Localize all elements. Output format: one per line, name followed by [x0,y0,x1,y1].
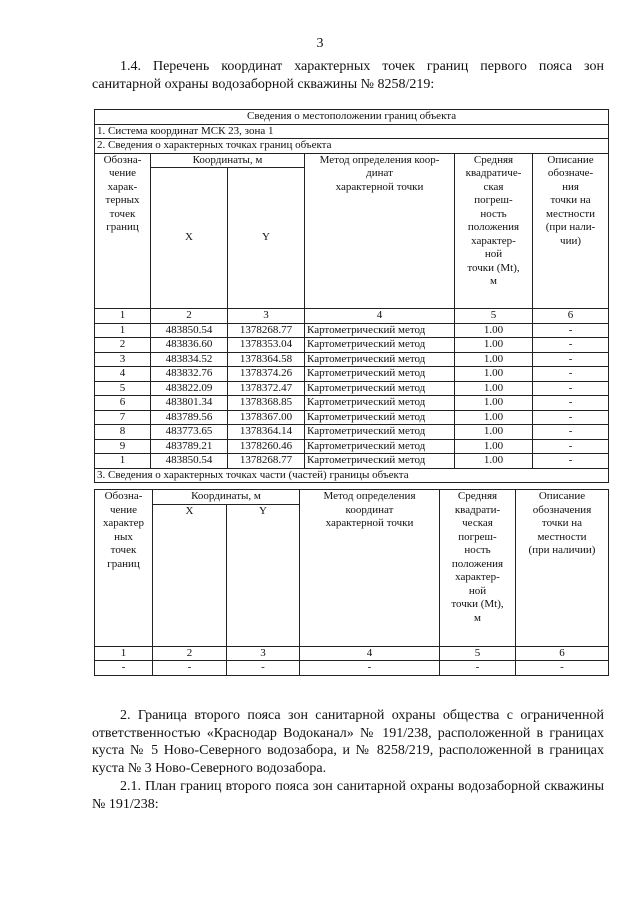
header-x: X [153,504,227,646]
point-id: 4 [95,367,151,382]
description: - [533,396,609,411]
description: - [533,439,609,454]
column-number: 6 [533,309,609,324]
coord-x: 483834.52 [151,352,228,367]
coord-x: 483822.09 [151,381,228,396]
table-row [95,661,609,676]
method: Картометрический метод [305,381,455,396]
header-method: Метод определения коор- динат характерной точки [305,153,455,309]
table-row [95,439,609,454]
description: - [533,352,609,367]
coord-x: 483773.65 [151,425,228,440]
accuracy: 1.00 [455,396,533,411]
coord-y: 1378364.58 [228,352,305,367]
table-row [95,454,609,469]
column-number-row [95,646,609,661]
coord-x: 483836.60 [151,338,228,353]
column-number: 3 [227,646,300,661]
coord-y: 1378374.26 [228,367,305,382]
column-number: 4 [305,309,455,324]
coord-y: 1378364.14 [228,425,305,440]
coord-y: 1378368.85 [228,396,305,411]
header-accuracy: Средняя квадратиче- ская погреш- ность положения характер- ной точки (Mt), м [455,153,533,309]
header-coordinates: Координаты, м [153,490,300,505]
point-id: 5 [95,381,151,396]
column-number: 1 [95,309,151,324]
section-1-4-heading: 1.4. Перечень координат характерных точек границ первого пояса зон санитарной охраны водозаборной скважины № 8258/219: [92,59,604,92]
method: Картометрический метод [305,352,455,367]
table-row [95,381,609,396]
method: Картометрический метод [305,439,455,454]
coord-y: 1378260.46 [228,439,305,454]
point-id: 1 [95,323,151,338]
point-id: 1 [95,454,151,469]
method: Картометрический метод [305,367,455,382]
point-id: 8 [95,425,151,440]
empty-value: - [516,661,609,676]
coord-y: 1378353.04 [228,338,305,353]
column-number: 2 [151,309,228,324]
table-row [95,367,609,382]
column-number: 3 [228,309,305,324]
column-number: 5 [440,646,516,661]
part-points-info-row: 3. Сведения о характерных точках части (частей) границы объекта [95,468,609,483]
accuracy: 1.00 [455,367,533,382]
point-id: 6 [95,396,151,411]
accuracy: 1.00 [455,439,533,454]
method: Картометрический метод [305,338,455,353]
header-description: Описание обозначения точки на местности (при наличии) [516,490,609,647]
header-x: X [151,168,228,309]
table-row [95,425,609,440]
coord-y: 1378372.47 [228,381,305,396]
table-caption: Сведения о местоположении границ объекта [95,110,609,125]
accuracy: 1.00 [455,323,533,338]
column-number: 1 [95,646,153,661]
method: Картометрический метод [305,425,455,440]
empty-value: - [153,661,227,676]
coord-x: 483850.54 [151,454,228,469]
point-id: 2 [95,338,151,353]
section-2-1-paragraph: 2.1. План границ второго пояса зон санитарной охраны водозаборной скважины № 191/238: [92,779,604,812]
coord-y: 1378367.00 [228,410,305,425]
coord-x: 483801.34 [151,396,228,411]
column-number: 2 [153,646,227,661]
header-coordinates: Координаты, м [151,153,305,168]
column-number: 4 [300,646,440,661]
point-id: 9 [95,439,151,454]
accuracy: 1.00 [455,381,533,396]
description: - [533,410,609,425]
description: - [533,338,609,353]
header-description: Описание обозначе- ния точки на местности (при нали- чии) [533,153,609,309]
point-id: 7 [95,410,151,425]
method: Картометрический метод [305,454,455,469]
coord-x: 483832.76 [151,367,228,382]
empty-value: - [227,661,300,676]
points-body [95,323,609,468]
table-row [95,352,609,367]
table-row [95,396,609,411]
table-row [95,338,609,353]
column-number: 5 [455,309,533,324]
point-id: 3 [95,352,151,367]
description: - [533,425,609,440]
description: - [533,381,609,396]
header-y: Y [228,168,305,309]
method: Картометрический метод [305,410,455,425]
empty-value: - [440,661,516,676]
table-row [95,323,609,338]
empty-value: - [300,661,440,676]
accuracy: 1.00 [455,410,533,425]
accuracy: 1.00 [455,454,533,469]
header-accuracy: Средняя квадрати- ческая погреш- ность положения характер- ной точки (Mt), м [440,490,516,647]
page-number: 3 [316,36,324,51]
column-number: 6 [516,646,609,661]
header-point-designation: Обозна- чение характер ных точек границ [95,490,153,647]
description: - [533,454,609,469]
section-2-paragraph: 2. Граница второго пояса зон санитарной охраны общества с ограниченной ответственностью «Краснодар Водоканал» № 191/238, расположенной в границах куста № 5 Ново-Северного водозабора, и № 8258/219, расположенной в границах куста № 3 Ново-Северного водозабора. [92,708,604,776]
description: - [533,323,609,338]
header-point-designation: Обозна- чение харак- терных точек границ [95,153,151,309]
part-coordinates-table [94,489,609,676]
accuracy: 1.00 [455,425,533,440]
coord-y: 1378268.77 [228,454,305,469]
table-row [95,410,609,425]
coord-x: 483789.56 [151,410,228,425]
method: Картометрический метод [305,323,455,338]
coordinate-system-row: 1. Система координат МСК 23, зона 1 [95,124,609,139]
coord-y: 1378268.77 [228,323,305,338]
coord-x: 483850.54 [151,323,228,338]
accuracy: 1.00 [455,338,533,353]
points-info-row: 2. Сведения о характерных точках границ объекта [95,139,609,154]
header-method: Метод определения координат характерной точки [300,490,440,647]
description: - [533,367,609,382]
column-number-row [95,309,609,324]
coord-x: 483789.21 [151,439,228,454]
accuracy: 1.00 [455,352,533,367]
coordinates-table [94,109,609,483]
empty-value: - [95,661,153,676]
header-y: Y [227,504,300,646]
method: Картометрический метод [305,396,455,411]
